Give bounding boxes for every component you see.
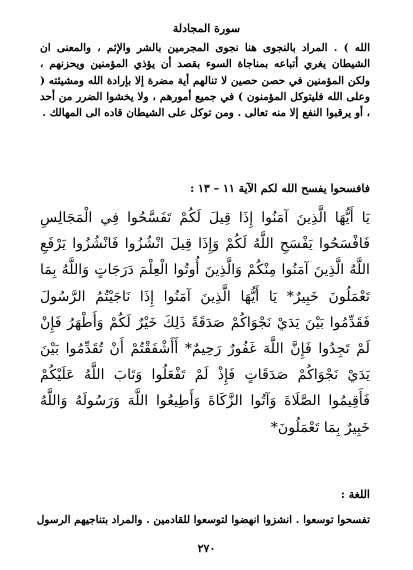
section-heading: فافسحوا يفسح الله لكم الآية ١١ – ١٣ :	[190, 182, 370, 195]
commentary-paragraph: الله ) . المراد بالنجوى هنا نجوى المجرمين بالشر والإثم ، والمعنى ان الشيطان يغري أتباعه بمناجاة السوء بقصد أن يؤذي المؤمنين ويحزنهم ، ولكن المؤمنين في حصن حصين لا تنالهم أية مضرة إلا بإرادة الله ومشيئته ( وعلى الله فليتوكل المؤمنون ) في جميع أمورهم ، ولا يخشوا الضرر من أحد ، أو يرقبوا النفع إلا منه تعالى . ومن توكل على الشيطان قاده الى المهالك .	[40, 42, 370, 120]
page-number: ٢٧٠	[197, 542, 216, 555]
surah-title: سورة المجادلة	[172, 22, 241, 35]
vocabulary-heading: اللغة :	[340, 488, 370, 501]
quran-verses: يَا أَيُّهَا الَّذِينَ آمَنُوا إِذَا قِيلَ لَكُمْ تَفَسَّحُوا فِي الْمَجَالِسِ فَافْسَحُوا يَفْسَحِ اللَّهُ لَكُمْ وَإِذَا قِيلَ انْشُزُوا فَانْشُزُوا يَرْفَعِ اللَّهُ الَّذِينَ آمَنُوا مِنْكُمْ وَالَّذِينَ أُوتُوا الْعِلْمَ دَرَجَاتٍ وَاللَّهُ بِمَا تَعْمَلُونَ خَبِيرٌ* يَا أَيُّهَا الَّذِينَ آمَنُوا إِذَا نَاجَيْتُمُ الرَّسُولَ فَقَدِّمُوا بَيْنَ يَدَيْ نَجْوَاكُمْ صَدَقَةً ذَلِكَ خَيْرٌ لَكُمْ وَأَطْهَرُ فَإِنْ لَمْ تَجِدُوا فَإِنَّ اللَّهَ غَفُورٌ رَحِيمٌ* أَأَشْفَقْتُمْ أَنْ تُقَدِّمُوا بَيْنَ يَدَيْ نَجْوَاكُمْ صَدَقَاتٍ فَإِذْ لَمْ تَفْعَلُوا وَتَابَ اللَّهُ عَلَيْكُمْ فَأَقِيمُوا الصَّلَاةَ وَآتُوا الزَّكَاةَ وَأَطِيعُوا اللَّهَ وَرَسُولَهُ وَاللَّهُ خَبِيرٌ بِمَا تَعْمَلُونَ*	[40, 210, 370, 436]
vocabulary-line: تفسحوا توسعوا . انشزوا انهضوا لتوسعوا للقادمين . والمراد بتناجيهم الرسول	[36, 514, 370, 526]
